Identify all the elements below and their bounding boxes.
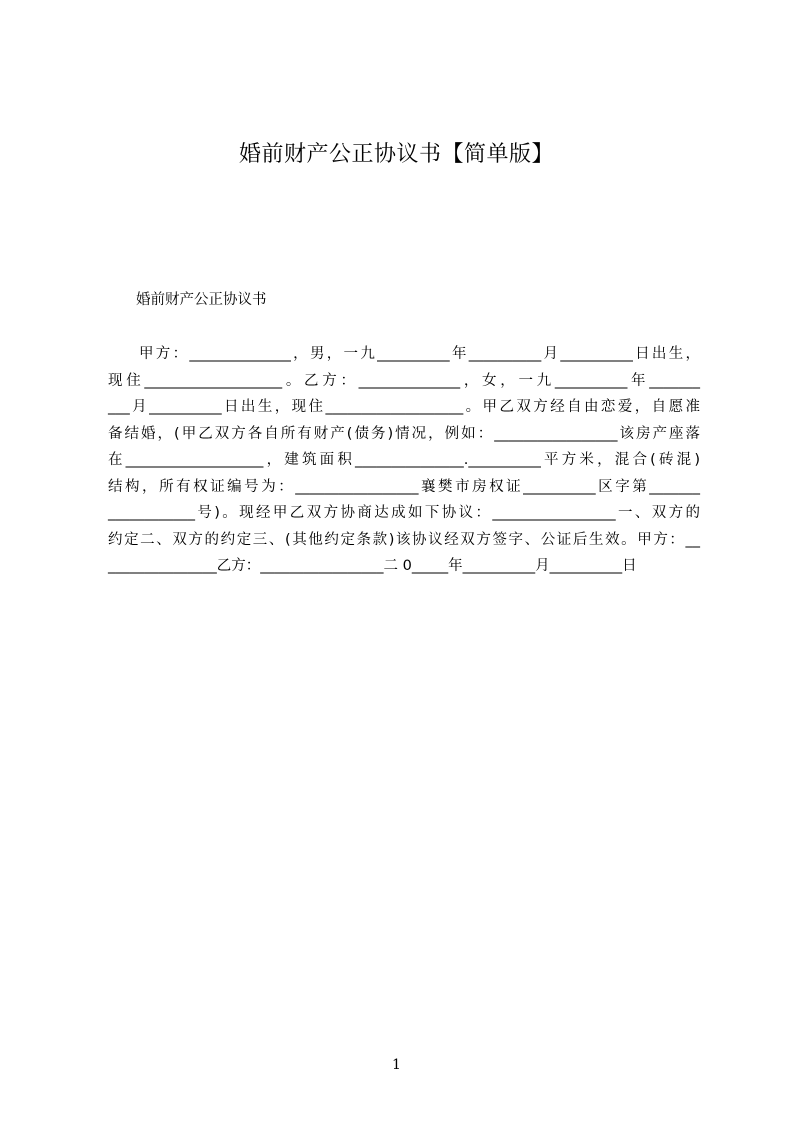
- page-number: 1: [392, 1057, 401, 1073]
- body-line: 甲方：______________，男，一九__________年__________月__________日出生，: [139, 346, 700, 362]
- body-line: 约定二、双方的约定三、(其他约定条款)该协议经双方签字、公证后生效。甲方：__: [108, 531, 700, 548]
- body-line: 备结婚，(甲乙双方各自所有财产(债务)情况，例如：_________________该房产座落: [108, 425, 700, 442]
- body-line: 现住___________________。乙方：______________，女，一九__________年_______: [108, 372, 700, 389]
- document-title: 婚前财产公正协议书【简单版】: [238, 142, 554, 167]
- body-line: 在___________________，建筑面积_______________.__________平方米，混合(砖混): [108, 452, 700, 468]
- document-body: [108, 341, 700, 580]
- body-line: 结构，所有权证编号为：_________________襄樊市房权证__________区字第_______: [108, 478, 700, 495]
- body-line: _______________乙方：_________________二 0_____年__________月__________日: [108, 558, 637, 574]
- body-line: ____________号)。现经甲乙双方协商达成如下协议：_________________一、双方的: [108, 505, 700, 521]
- body-line: ___月__________日出生，现住___________________。甲乙双方经自由恋爱，自愿准: [108, 399, 700, 415]
- document-subtitle: 婚前财产公正协议书: [136, 292, 267, 308]
